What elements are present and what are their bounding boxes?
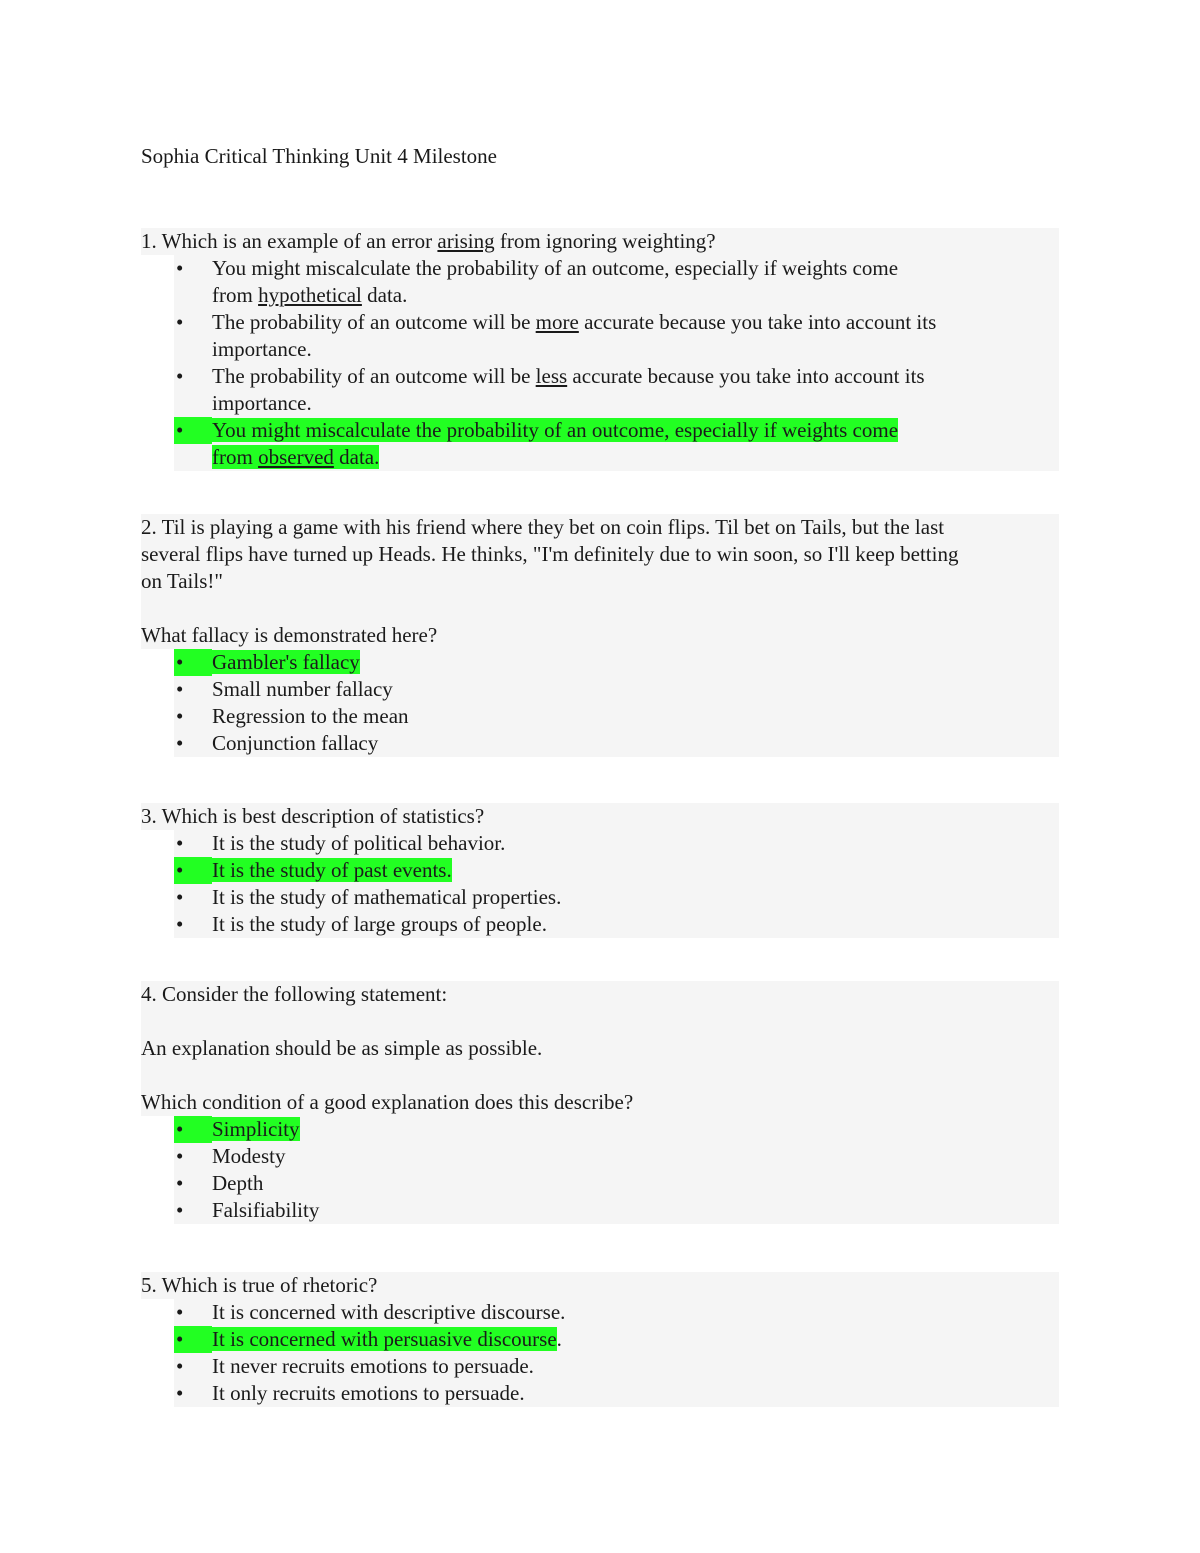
- bullet-icon: •: [176, 1381, 184, 1405]
- bullet-icon: •: [176, 1354, 184, 1378]
- spacer: [141, 595, 1059, 622]
- question-2-text: 2. Til is playing a game with his friend where they bet on coin flips. Til bet on Tails, but the last several flips have turned up Heads. He thinks, "I'm definitely due to win soon, so I'll keep betting on Tails!": [141, 514, 1059, 595]
- bullet-icon: •: [176, 418, 184, 442]
- question-1-text: 1. Which is an example of an error arising from ignoring weighting?: [141, 228, 1059, 255]
- question-2: [141, 514, 1059, 757]
- q5-option: • It never recruits emotions to persuade.: [174, 1353, 1059, 1380]
- q5-option: • It is concerned with descriptive discourse.: [174, 1299, 1059, 1326]
- q2-option: • Regression to the mean: [174, 703, 1059, 730]
- bullet-icon: •: [176, 858, 184, 882]
- spacer: [141, 1008, 1059, 1035]
- q1-option-b: • The probability of an outcome will be more accurate because you take into account its importance.: [174, 309, 1059, 363]
- question-4-prompt: Which condition of a good explanation does this describe?: [141, 1089, 1059, 1116]
- question-1: [141, 228, 1059, 471]
- q2-option-correct: • Gambler's fallacy: [174, 649, 1059, 676]
- document-title: Sophia Critical Thinking Unit 4 Milestone: [141, 144, 498, 168]
- spacer: [141, 1062, 1059, 1089]
- question-5-options: [141, 1299, 1059, 1407]
- bullet-icon: •: [176, 1117, 184, 1141]
- bullet-icon: •: [176, 310, 184, 334]
- q2-option: • Conjunction fallacy: [174, 730, 1059, 757]
- q4-option: • Falsifiability: [174, 1197, 1059, 1224]
- q3-option: • It is the study of political behavior.: [174, 830, 1059, 857]
- bullet-icon: •: [176, 677, 184, 701]
- q3-option: • It is the study of mathematical properties.: [174, 884, 1059, 911]
- bullet-icon: •: [176, 885, 184, 909]
- q2-option: • Small number fallacy: [174, 676, 1059, 703]
- question-4-text: 4. Consider the following statement:: [141, 981, 1059, 1008]
- bullet-icon: •: [176, 731, 184, 755]
- question-1-options: [141, 255, 1059, 471]
- question-4: [141, 981, 1059, 1224]
- question-3-options: [141, 830, 1059, 938]
- question-5-text: 5. Which is true of rhetoric?: [141, 1272, 1059, 1299]
- q1-option-d-correct: • You might miscalculate the probability of an outcome, especially if weights come from observed data.: [174, 417, 1059, 471]
- question-5: [141, 1272, 1059, 1407]
- q1-option-c: • The probability of an outcome will be less accurate because you take into account its importance.: [174, 363, 1059, 417]
- bullet-icon: •: [176, 364, 184, 388]
- bullet-icon: •: [176, 1171, 184, 1195]
- question-3-text: 3. Which is best description of statistics?: [141, 803, 1059, 830]
- q1-option-a: • You might miscalculate the probability of an outcome, especially if weights come from hypothetical data.: [174, 255, 1059, 309]
- bullet-icon: •: [176, 1198, 184, 1222]
- bullet-icon: •: [176, 831, 184, 855]
- bullet-icon: •: [176, 704, 184, 728]
- q5-option-correct: • It is concerned with persuasive discourse.: [174, 1326, 1059, 1353]
- bullet-icon: •: [176, 650, 184, 674]
- bullet-icon: •: [176, 256, 184, 280]
- q3-option-correct: • It is the study of past events.: [174, 857, 1059, 884]
- bullet-icon: •: [176, 1327, 184, 1351]
- q4-option: • Modesty: [174, 1143, 1059, 1170]
- question-2-prompt: What fallacy is demonstrated here?: [141, 622, 1059, 649]
- bullet-icon: •: [176, 1300, 184, 1324]
- q5-option: • It only recruits emotions to persuade.: [174, 1380, 1059, 1407]
- bullet-icon: •: [176, 912, 184, 936]
- question-4-options: [141, 1116, 1059, 1224]
- q4-option: • Depth: [174, 1170, 1059, 1197]
- q3-option: • It is the study of large groups of people.: [174, 911, 1059, 938]
- question-2-options: [141, 649, 1059, 757]
- q4-option-correct: • Simplicity: [174, 1116, 1059, 1143]
- question-4-statement: An explanation should be as simple as possible.: [141, 1035, 1059, 1062]
- question-3: [141, 803, 1059, 938]
- q1-option-d-line2: from observed data.: [212, 445, 380, 469]
- bullet-icon: •: [176, 1144, 184, 1168]
